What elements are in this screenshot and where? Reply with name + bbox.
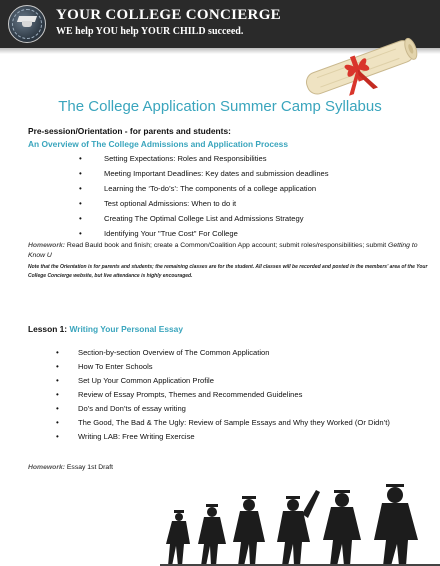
overview-heading: An Overview of The College Admissions and Application Process	[28, 139, 288, 149]
pre-session-heading: Pre-session/Orientation - for parents and students:	[28, 126, 231, 136]
list-item: • Writing LAB: Free Writing Exercise	[28, 430, 428, 444]
bullet-icon: •	[56, 404, 59, 413]
brand-tagline: WE help YOU help YOUR CHILD succeed.	[56, 26, 244, 37]
bullet-icon: •	[56, 348, 59, 357]
homework-text: Read Bauld book and finish; create a Common/Coalition App account; submit roles/responsibilities; submit	[65, 242, 389, 249]
bullet-icon: •	[79, 169, 82, 178]
bullet-icon: •	[56, 418, 59, 427]
bullet-icon: •	[56, 390, 59, 399]
list-item: • How To Enter Schools	[28, 360, 428, 374]
bullet-icon: •	[79, 214, 82, 223]
homework-lesson-1	[28, 463, 113, 473]
bullet-icon: •	[79, 199, 82, 208]
homework-label: Homework:	[28, 242, 66, 249]
list-item: • Identifying Your "True Cost" For College	[28, 226, 428, 241]
bullet-icon: •	[79, 154, 82, 163]
lesson-1-title: Writing Your Personal Essay	[69, 324, 184, 334]
homework-pre-session	[28, 241, 428, 261]
list-item: • Do’s and Don’ts of essay writing	[28, 402, 428, 416]
bullet-icon: •	[56, 376, 59, 385]
pre-session-list	[28, 151, 428, 241]
bullet-icon: •	[79, 184, 82, 193]
list-item: • Learning the ‘To-do’s’: The components of a college application	[28, 181, 428, 196]
list-item: • Meeting Important Deadlines: Key dates and submission deadlines	[28, 166, 428, 181]
diploma-scroll-icon	[296, 32, 426, 102]
list-item: • Test optional Admissions: When to do it	[28, 196, 428, 211]
brand-name: YOUR COLLEGE CONCIERGE	[56, 7, 281, 23]
homework-label: Homework:	[28, 464, 66, 471]
lesson-1-label: Lesson 1:	[28, 324, 68, 334]
lesson-1-heading	[28, 324, 183, 334]
lesson-1-list	[28, 346, 428, 444]
lesson-1-section	[28, 346, 428, 444]
list-item: • Set Up Your Common Application Profile	[28, 374, 428, 388]
list-item: • Section-by-section Overview of The Common Application	[28, 346, 428, 360]
homework-text: Essay 1st Draft	[65, 464, 113, 471]
graduates-silhouette-icon	[120, 484, 440, 566]
list-item: • The Good, The Bad & The Ugly: Review of Sample Essays and Why they Worked (Or Didn’t)	[28, 416, 428, 430]
bullet-icon: •	[56, 432, 59, 441]
page-title: The College Application Summer Camp Syllabus	[58, 98, 382, 115]
list-item: • Review of Essay Prompts, Themes and Recommended Guidelines	[28, 388, 428, 402]
bullet-icon: •	[56, 362, 59, 371]
graduation-cap-logo-icon	[8, 5, 46, 43]
homework-italic: Getting to Know U	[28, 242, 418, 259]
list-item: • Creating The Optimal College List and Admissions Strategy	[28, 211, 428, 226]
pre-session-section	[28, 126, 428, 281]
bullet-icon: •	[79, 229, 82, 238]
orientation-note: Note that the Orientation is for parents and students; the remaining classes are for the student. All classes will be recorded and posted in the members' area of the Your College Concierge website, but live attendance is highly encouraged.	[28, 264, 428, 279]
list-item: • Setting Expectations: Roles and Responsibilities	[28, 151, 428, 166]
